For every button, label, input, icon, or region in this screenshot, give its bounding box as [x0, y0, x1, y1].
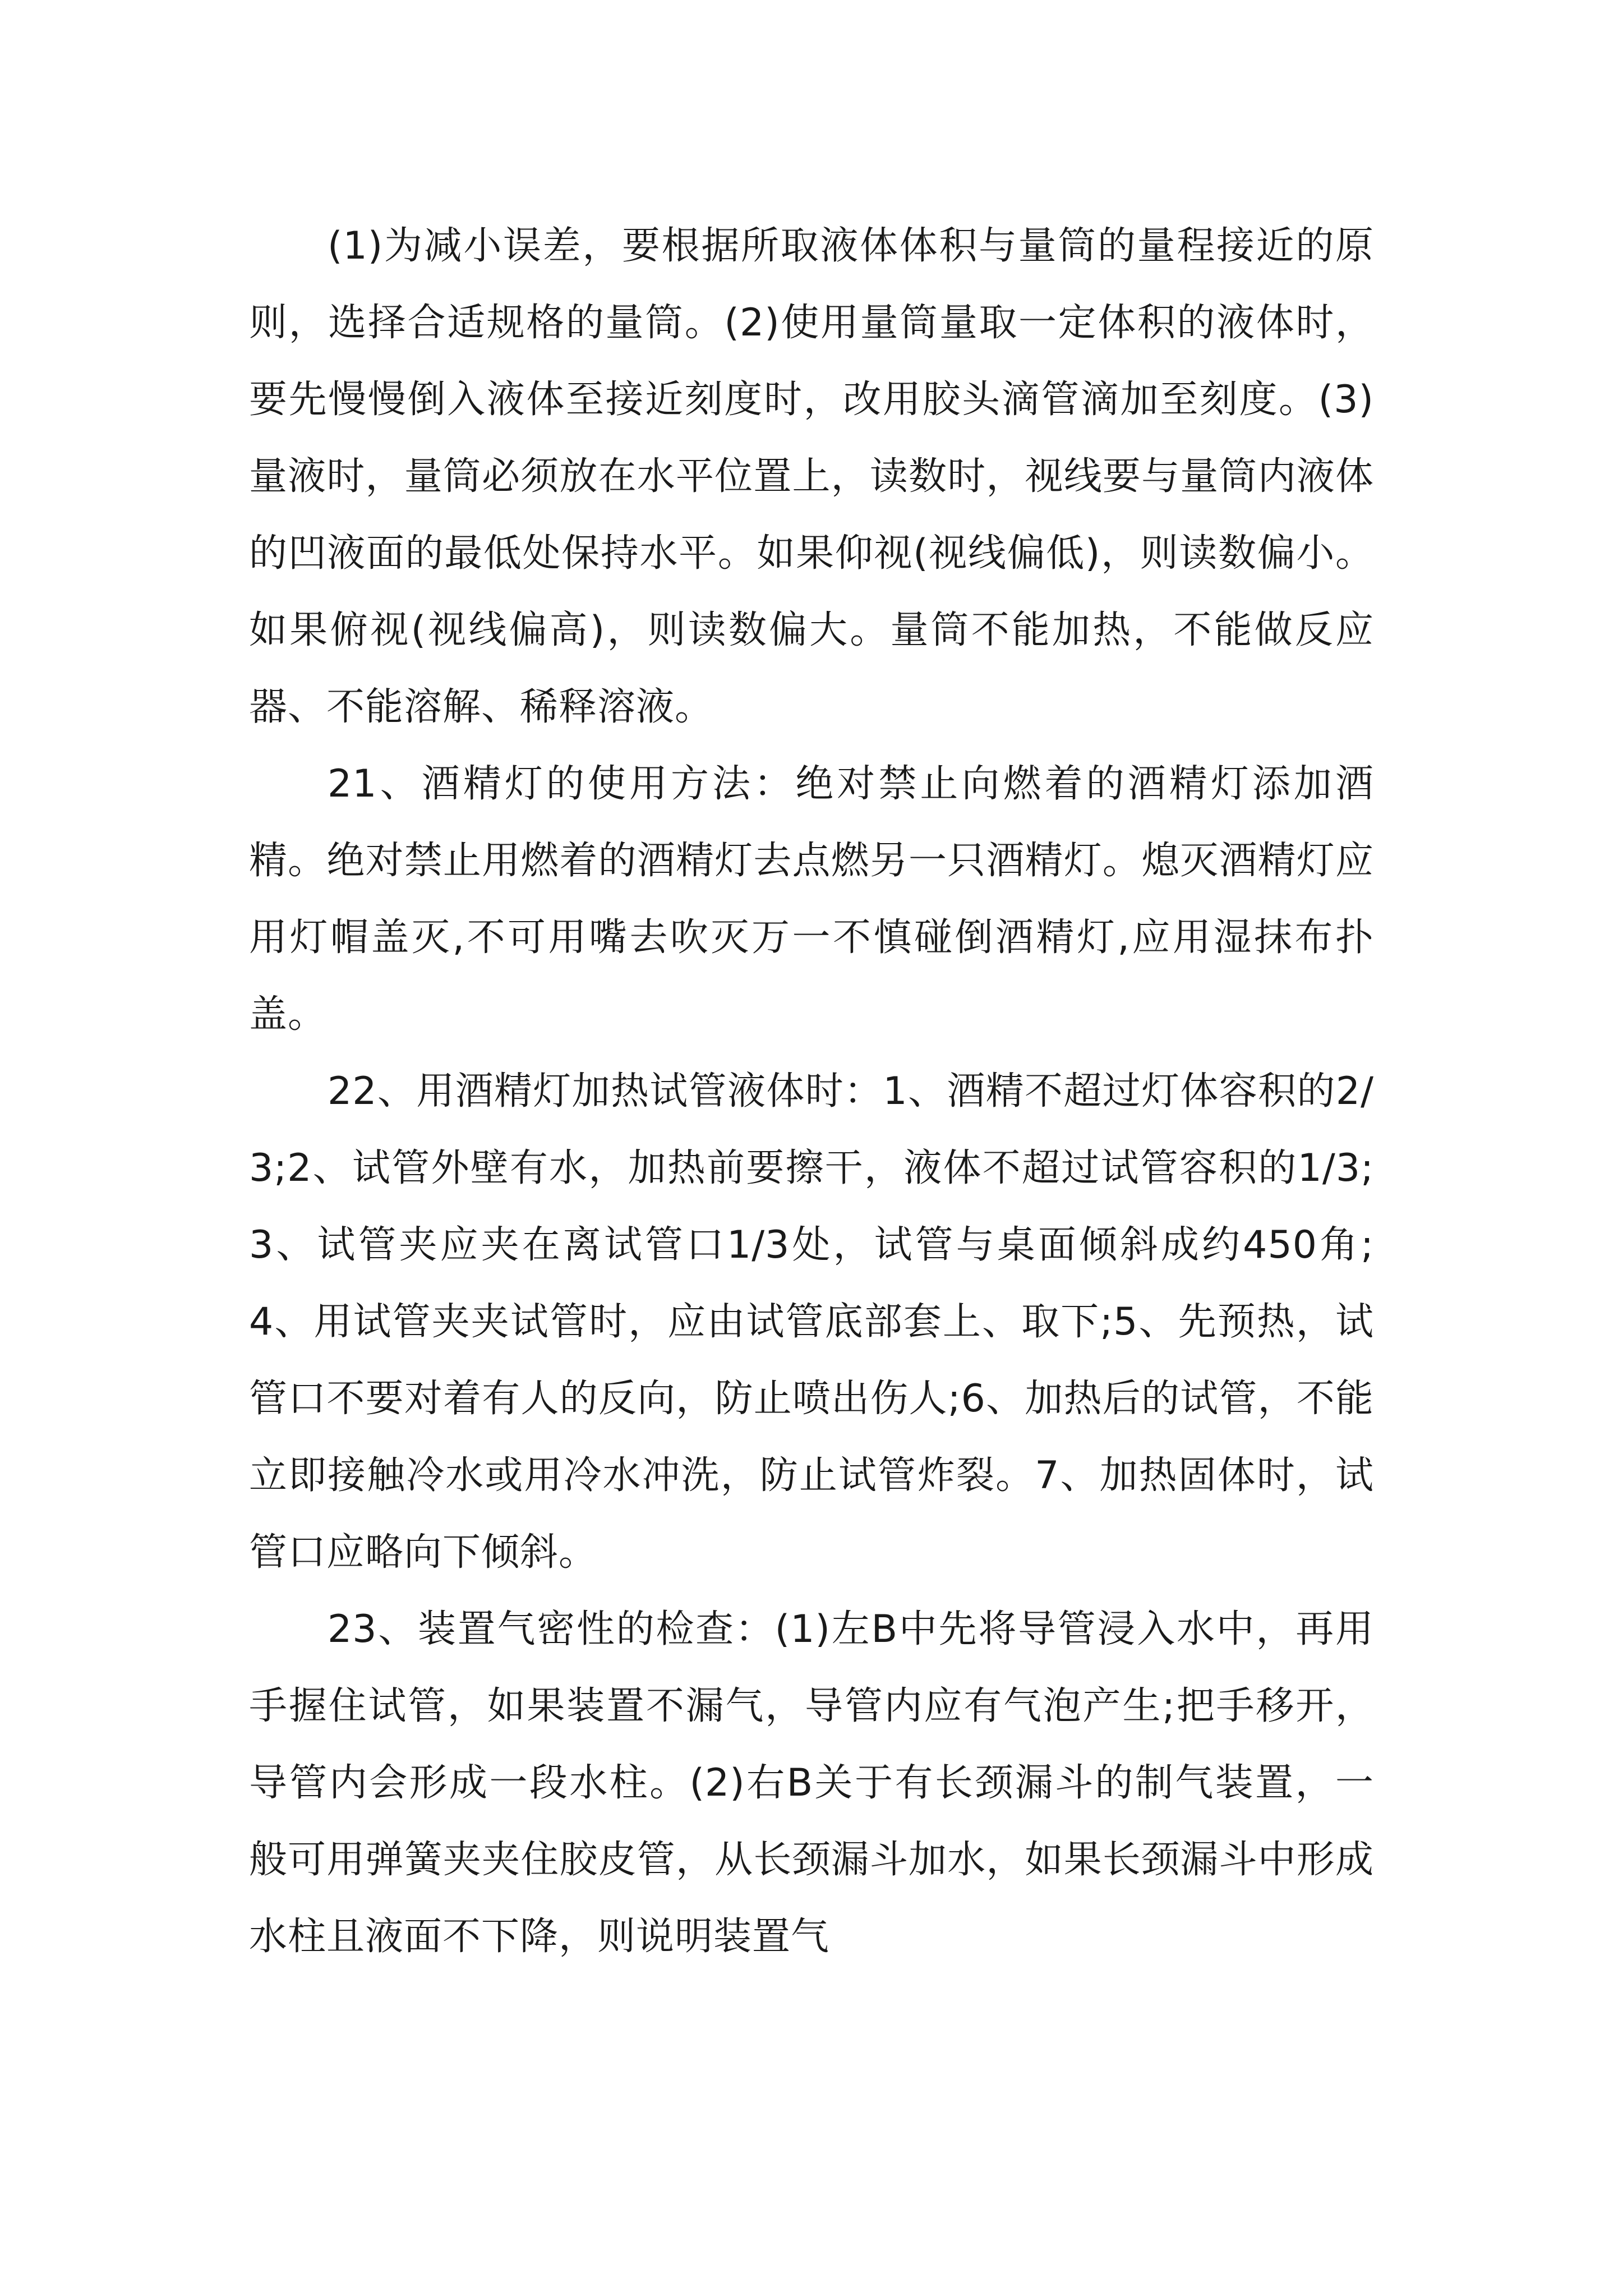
paragraph-22-heating-test-tube: 22、用酒精灯加热试管液体时：1、酒精不超过灯体容积的2/3;2、试管外壁有水，加热前要擦干，液体不超过试管容积的1/3;3、试管夹应夹在离试管口1/3处，试管与桌面倾斜成约450角;4、用试管夹夹试管时，应由试管底部套上、取下;5、先预热，试管口不要对着有人的反向，防止喷出伤人;6、加热后的试管，不能立即接触冷水或用冷水冲洗，防止试管炸裂。7、加热固体时，试管口应略向下倾斜。 [249, 1069, 1374, 1575]
paragraph-23-airtightness-check: 23、装置气密性的检查：(1)左B中先将导管浸入水中，再用手握住试管，如果装置不漏气，导管内应有气泡产生;把手移开，导管内会形成一段水柱。(2)右B关于有长颈漏斗的制气装置，一般可用弹簧夹夹住胶皮管，从长颈漏斗加水，如果长颈漏斗中形成水柱且液面不下降，则说明装置气 [249, 1607, 1374, 1959]
paragraph-21-alcohol-lamp: 21、酒精灯的使用方法：绝对禁止向燃着的酒精灯添加酒精。绝对禁止用燃着的酒精灯去点燃另一只酒精灯。熄灭酒精灯应用灯帽盖灭,不可用嘴去吹灭万一不慎碰倒酒精灯,应用湿抹布扑盖。 [249, 762, 1374, 1037]
paragraph-measuring-cylinder: (1)为减小误差，要根据所取液体体积与量筒的量程接近的原则，选择合适规格的量筒。(2)使用量筒量取一定体积的液体时，要先慢慢倒入液体至接近刻度时，改用胶头滴管滴加至刻度。(3)量液时，量筒必须放在水平位置上，读数时，视线要与量筒内液体的凹液面的最低处保持水平。如果仰视(视线偏低)，则读数偏小。如果俯视(视线偏高)，则读数偏大。量筒不能加热，不能做反应器、不能溶解、稀释溶液。 [249, 224, 1374, 729]
document-body [249, 208, 1374, 1975]
